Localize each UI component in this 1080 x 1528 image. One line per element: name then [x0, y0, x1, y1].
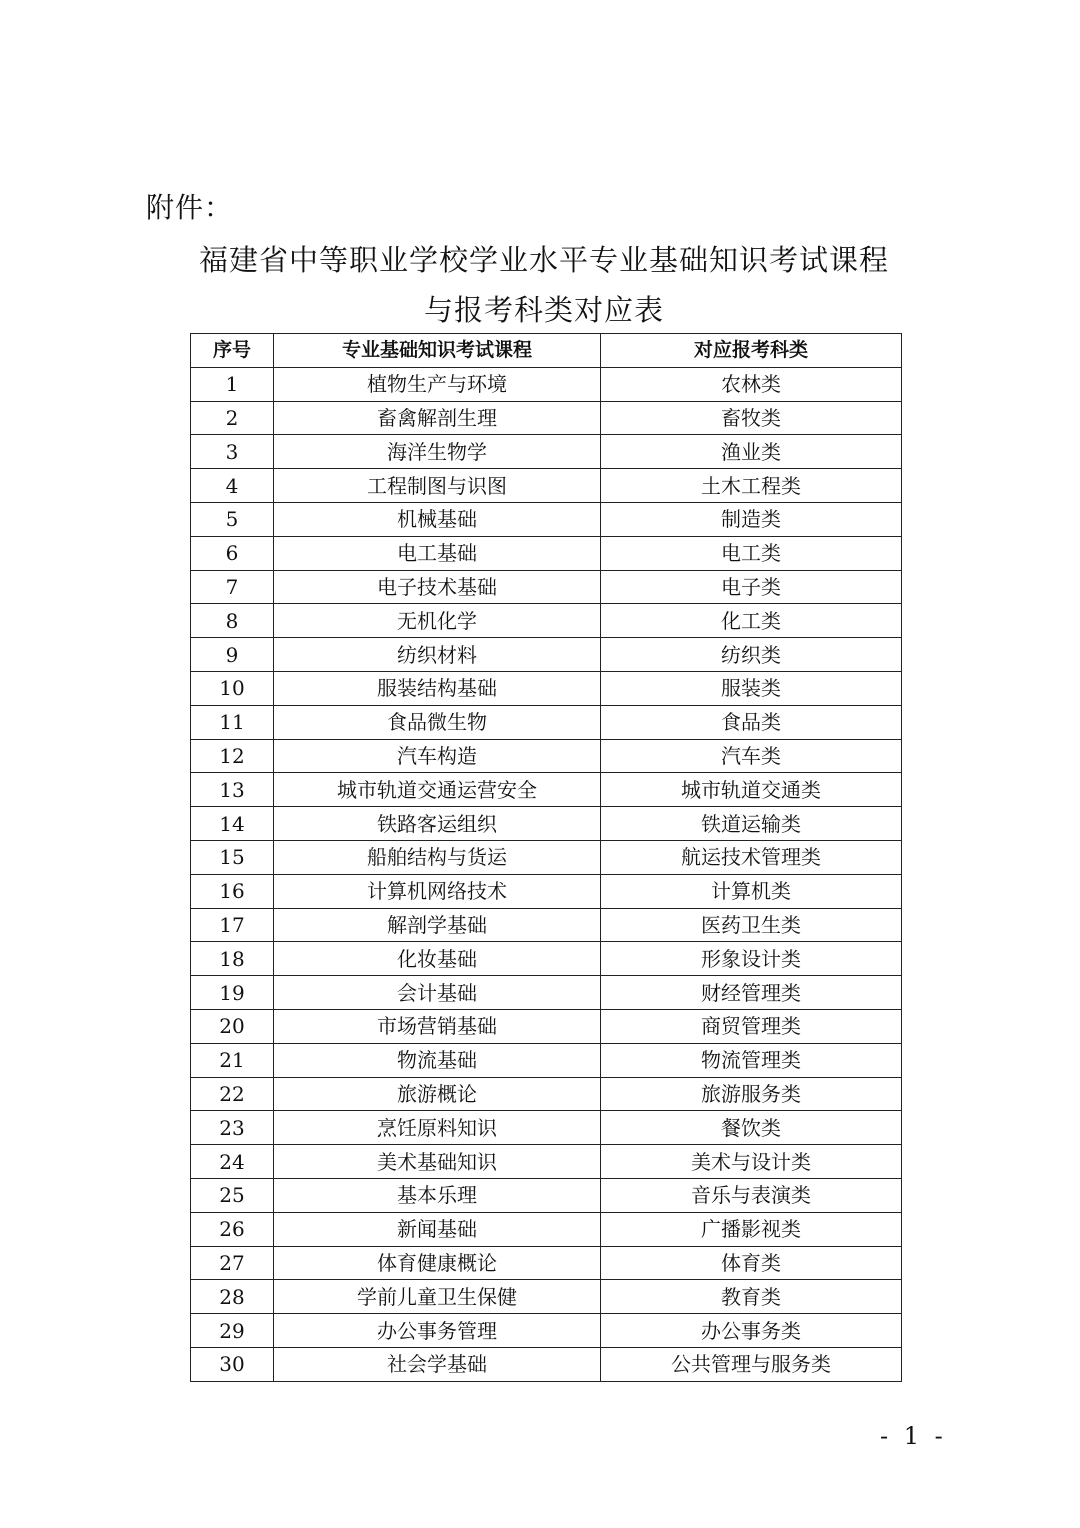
cell-exam-course: 机械基础 — [274, 502, 601, 536]
cell-serial-number: 11 — [191, 705, 274, 739]
cell-exam-category: 土木工程类 — [601, 469, 902, 503]
cell-exam-category: 公共管理与服务类 — [601, 1347, 902, 1381]
cell-exam-course: 服装结构基础 — [274, 671, 601, 705]
attachment-label: 附件： — [146, 191, 234, 224]
cell-exam-course: 新闻基础 — [274, 1212, 601, 1246]
table-row — [191, 570, 902, 604]
cell-serial-number: 28 — [191, 1280, 274, 1314]
header-exam-category: 对应报考科类 — [601, 334, 902, 368]
table-row — [191, 1111, 902, 1145]
table-row — [191, 976, 902, 1010]
table-row — [191, 773, 902, 807]
table-row — [191, 638, 902, 672]
cell-exam-category: 财经管理类 — [601, 976, 902, 1010]
table-row — [191, 1280, 902, 1314]
cell-exam-course: 工程制图与识图 — [274, 469, 601, 503]
cell-serial-number: 30 — [191, 1347, 274, 1381]
cell-exam-course: 烹饪原料知识 — [274, 1111, 601, 1145]
cell-exam-course: 畜禽解剖生理 — [274, 401, 601, 435]
cell-serial-number: 1 — [191, 367, 274, 401]
cell-serial-number: 27 — [191, 1246, 274, 1280]
cell-exam-category: 服装类 — [601, 671, 902, 705]
cell-exam-category: 美术与设计类 — [601, 1145, 902, 1179]
table-row — [191, 536, 902, 570]
document-title-line-1: 福建省中等职业学校学业水平专业基础知识考试课程 — [198, 243, 889, 277]
cell-exam-course: 植物生产与环境 — [274, 367, 601, 401]
cell-serial-number: 15 — [191, 840, 274, 874]
cell-exam-category: 电工类 — [601, 536, 902, 570]
cell-serial-number: 19 — [191, 976, 274, 1010]
cell-exam-course: 无机化学 — [274, 604, 601, 638]
cell-exam-category: 旅游服务类 — [601, 1077, 902, 1111]
table-row — [191, 604, 902, 638]
cell-serial-number: 18 — [191, 942, 274, 976]
cell-exam-category: 办公事务类 — [601, 1314, 902, 1348]
cell-exam-course: 化妆基础 — [274, 942, 601, 976]
table-row — [191, 739, 902, 773]
cell-exam-course: 物流基础 — [274, 1043, 601, 1077]
table-row — [191, 435, 902, 469]
cell-exam-course: 纺织材料 — [274, 638, 601, 672]
cell-serial-number: 2 — [191, 401, 274, 435]
table-header — [191, 334, 902, 368]
table-row — [191, 705, 902, 739]
cell-exam-course: 食品微生物 — [274, 705, 601, 739]
cell-exam-category: 城市轨道交通类 — [601, 773, 902, 807]
table-row — [191, 1009, 902, 1043]
table-row — [191, 1043, 902, 1077]
cell-exam-category: 制造类 — [601, 502, 902, 536]
cell-serial-number: 23 — [191, 1111, 274, 1145]
cell-exam-category: 铁道运输类 — [601, 807, 902, 841]
cell-serial-number: 17 — [191, 908, 274, 942]
cell-exam-course: 会计基础 — [274, 976, 601, 1010]
cell-exam-course: 办公事务管理 — [274, 1314, 601, 1348]
cell-exam-course: 城市轨道交通运营安全 — [274, 773, 601, 807]
cell-exam-category: 食品类 — [601, 705, 902, 739]
table-row — [191, 874, 902, 908]
cell-serial-number: 13 — [191, 773, 274, 807]
table-row — [191, 908, 902, 942]
cell-exam-category: 形象设计类 — [601, 942, 902, 976]
table-row — [191, 502, 902, 536]
cell-exam-category: 化工类 — [601, 604, 902, 638]
cell-serial-number: 5 — [191, 502, 274, 536]
table-row — [191, 1347, 902, 1381]
cell-exam-course: 美术基础知识 — [274, 1145, 601, 1179]
cell-exam-course: 解剖学基础 — [274, 908, 601, 942]
table-body — [191, 367, 902, 1381]
cell-exam-course: 汽车构造 — [274, 739, 601, 773]
cell-exam-category: 物流管理类 — [601, 1043, 902, 1077]
cell-exam-course: 电子技术基础 — [274, 570, 601, 604]
cell-exam-category: 农林类 — [601, 367, 902, 401]
cell-exam-category: 渔业类 — [601, 435, 902, 469]
cell-exam-course: 电工基础 — [274, 536, 601, 570]
cell-serial-number: 24 — [191, 1145, 274, 1179]
cell-exam-course: 体育健康概论 — [274, 1246, 601, 1280]
cell-exam-course: 基本乐理 — [274, 1178, 601, 1212]
cell-exam-category: 体育类 — [601, 1246, 902, 1280]
table-row — [191, 1077, 902, 1111]
header-serial-number: 序号 — [191, 334, 274, 368]
table-row — [191, 367, 902, 401]
table-header-row — [191, 334, 902, 368]
cell-serial-number: 3 — [191, 435, 274, 469]
cell-serial-number: 10 — [191, 671, 274, 705]
cell-serial-number: 26 — [191, 1212, 274, 1246]
cell-serial-number: 20 — [191, 1009, 274, 1043]
table-row — [191, 942, 902, 976]
cell-exam-course: 海洋生物学 — [274, 435, 601, 469]
cell-exam-category: 航运技术管理类 — [601, 840, 902, 874]
cell-exam-category: 广播影视类 — [601, 1212, 902, 1246]
document-title-line-2: 与报考科类对应表 — [423, 293, 664, 327]
cell-exam-category: 医药卫生类 — [601, 908, 902, 942]
cell-serial-number: 14 — [191, 807, 274, 841]
cell-exam-category: 计算机类 — [601, 874, 902, 908]
cell-exam-category: 纺织类 — [601, 638, 902, 672]
cell-serial-number: 8 — [191, 604, 274, 638]
cell-exam-category: 餐饮类 — [601, 1111, 902, 1145]
table-row — [191, 671, 902, 705]
table-row — [191, 1246, 902, 1280]
cell-serial-number: 12 — [191, 739, 274, 773]
cell-exam-category: 教育类 — [601, 1280, 902, 1314]
cell-exam-course: 学前儿童卫生保健 — [274, 1280, 601, 1314]
cell-serial-number: 25 — [191, 1178, 274, 1212]
table-row — [191, 807, 902, 841]
table-row — [191, 469, 902, 503]
table-row — [191, 1314, 902, 1348]
header-exam-course: 专业基础知识考试课程 — [274, 334, 601, 368]
cell-serial-number: 16 — [191, 874, 274, 908]
cell-serial-number: 9 — [191, 638, 274, 672]
cell-serial-number: 29 — [191, 1314, 274, 1348]
cell-serial-number: 6 — [191, 536, 274, 570]
cell-serial-number: 7 — [191, 570, 274, 604]
cell-exam-category: 商贸管理类 — [601, 1009, 902, 1043]
course-category-table — [190, 333, 902, 1382]
cell-exam-category: 电子类 — [601, 570, 902, 604]
table-row — [191, 1145, 902, 1179]
table-row — [191, 1178, 902, 1212]
table-row — [191, 1212, 902, 1246]
cell-exam-category: 畜牧类 — [601, 401, 902, 435]
cell-serial-number: 21 — [191, 1043, 274, 1077]
cell-exam-course: 旅游概论 — [274, 1077, 601, 1111]
cell-exam-course: 市场营销基础 — [274, 1009, 601, 1043]
cell-serial-number: 4 — [191, 469, 274, 503]
cell-exam-course: 铁路客运组织 — [274, 807, 601, 841]
table-row — [191, 401, 902, 435]
cell-exam-category: 汽车类 — [601, 739, 902, 773]
cell-exam-course: 社会学基础 — [274, 1347, 601, 1381]
cell-exam-category: 音乐与表演类 — [601, 1178, 902, 1212]
page-number: - 1 - — [880, 1422, 947, 1450]
cell-exam-course: 计算机网络技术 — [274, 874, 601, 908]
cell-exam-course: 船舶结构与货运 — [274, 840, 601, 874]
cell-serial-number: 22 — [191, 1077, 274, 1111]
table-row — [191, 840, 902, 874]
